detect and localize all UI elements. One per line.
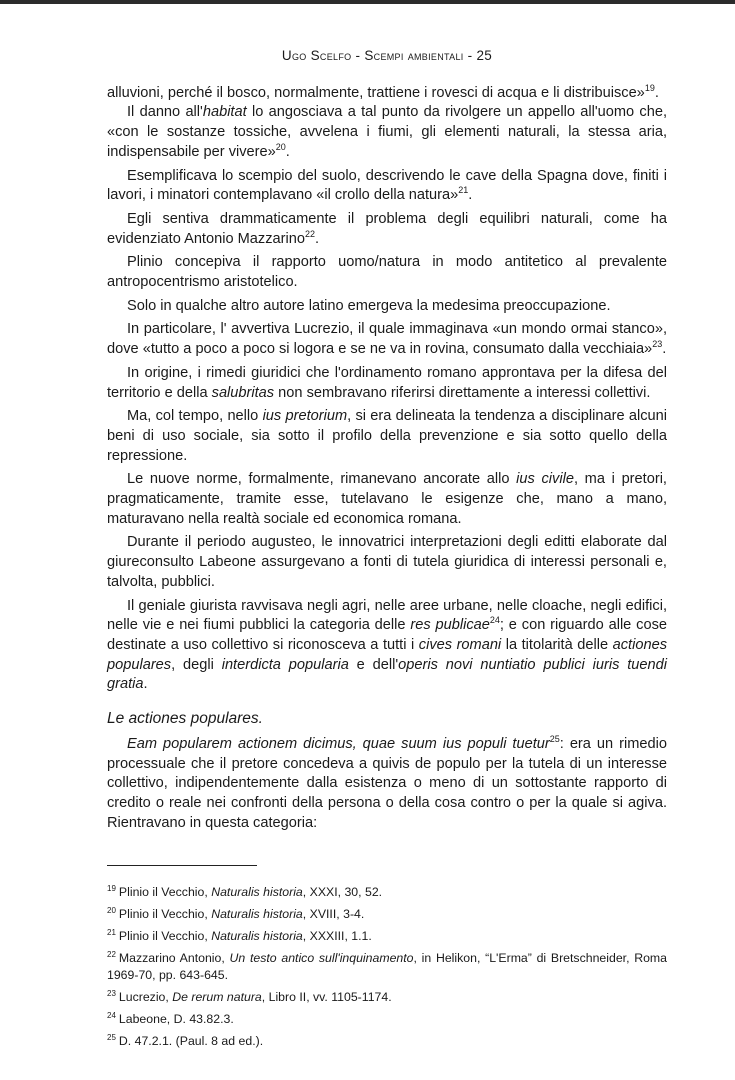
paragraph-10: Le nuove norme, formalmente, rimanevano ancorate allo ius civile, ma i pretori, pragmaticamente, tramite esse, tutelavano le esigenze che, mano a mano, maturavano nella realtà sociale ed economica romana. — [107, 471, 667, 527]
footnote-20: $^{20}$ Plinio il Vecchio, Naturalis historia, XVIII, 3-4. — [107, 906, 365, 922]
document-page — [107, 40, 667, 1055]
footnote-24: $^{24}$ Labeone, D. 43.82.3. — [107, 1011, 234, 1027]
paragraph-9: Ma, col tempo, nello ius pretorium, si era delineata la tendenza a disciplinare alcuni beni di uso sociale, sia sotto il profilo della prevenzione e sia sotto quello della repressione. — [107, 408, 667, 464]
paragraph-1: alluvioni, perché il bosco, normalmente, trattiene i rovesci di acqua e li distribuisce»$^{19}$. — [107, 82, 659, 101]
footnote-21: $^{21}$ Plinio il Vecchio, Naturalis historia, XXXIII, 1.1. — [107, 928, 372, 944]
paragraph-12: Il geniale giurista ravvisava negli agri, nelle aree urbane, nelle cloache, negli edifici, nelle vie e nei fiumi pubblici la categoria delle res publicae$^{24}$; e con riguardo alle cose destinate a uso collettivo si riconosceva a tutti i cives romani la titolarità delle actiones populares, degli interdicta popularia e dell'operis novi nuntiatio publici iuris tuendi gratia. — [107, 597, 667, 693]
footnote-ref-19: 19 — [644, 82, 655, 93]
footnote-25: $^{25}$ D. 47.2.1. (Paul. 8 ad ed.). — [107, 1033, 264, 1049]
footnotes — [107, 884, 667, 1050]
paragraph-2: Il danno all'habitat lo angosciava a tal punto da rivolgere un appello all'uomo che, «con le sostanze tossiche, avvelena i fiumi, gli elementi naturali, la stessa aria, indispensabile per vivere»$^{20}$. — [107, 104, 667, 160]
footnote-ref-23: 23 — [652, 339, 663, 350]
footnote-23: $^{23}$ Lucrezio, De rerum natura, Libro II, vv. 1105-1174. — [107, 989, 392, 1005]
paragraph-8: In origine, i rimedi giuridici che l'ordinamento romano approntava per la difesa del territorio e della salubritas non sembravano riferirsi direttamente a interessi collettivi. — [107, 364, 667, 401]
paragraph-7: In particolare, l' avvertiva Lucrezio, il quale immaginava «un mondo ormai stanco», dove «tutto a poco a poco si logora e se ne va in rovina, consumato dalla vecchiaia»$^{23}$. — [107, 321, 667, 358]
footnote-ref-22: 22 — [304, 228, 315, 239]
footnote-ref-24: 24 — [489, 615, 500, 626]
paragraph-3: Esemplificava lo scempio del suolo, descrivendo le cave della Spagna dove, finiti i lavori, i minatori contemplavano «il crollo della natura»$^{21}$. — [107, 167, 667, 204]
paragraph-11: Durante il periodo augusteo, le innovatrici interpretazioni degli editti elaborate dal giureconsulto Labeone assurgevano a fonti di tutela giuridica di interessi personali e, talvolta, pubblici. — [107, 534, 667, 590]
paragraph-5: Plinio concepiva il rapporto uomo/natura in modo antitetico al prevalente antropocentrismo aristotelico. — [107, 254, 667, 291]
header-author: Ugo Scelfo — [281, 48, 352, 63]
paragraph-6: Solo in qualche altro autore latino emergeva la medesima preoccupazione. — [127, 297, 611, 314]
footnote-ref-25: 25 — [549, 733, 560, 744]
paragraph-4: Egli sentiva drammaticamente il problema degli equilibri naturali, come ha evidenziato Antonio Mazzarino$^{22}$. — [107, 210, 667, 247]
footnote-19: $^{19}$ Plinio il Vecchio, Naturalis historia, XXXI, 30, 52. — [107, 884, 383, 900]
footnote-ref-21: 21 — [458, 185, 469, 196]
footnote-22: $^{22}$ Mazzarino Antonio, Un testo antico sull'inquinamento, in Helikon, “L'Erma” di Bretschneider, Roma 1969-70, pp. 643-645. — [107, 950, 668, 983]
running-header: Ugo Scelfo - Scempi ambientali - 25 — [281, 48, 493, 63]
header-title: Scempi ambientali — [364, 48, 464, 63]
page-number: 25 — [476, 48, 493, 63]
section-heading: Le actiones populares. — [107, 710, 263, 728]
footnote-separator — [107, 865, 257, 866]
paragraph-13: Eam popularem actionem dicimus, quae suum ius populi tuetur$^{25}$: era un rimedio processuale che il pretore concedeva a quivis de populo per la tutela di un interesse collettivo, indipendentemente dalla esistenza o meno di un sottostante rapporto di credito o reale nei confronti della persona o della cosa contro o per la quale si agiva. Rientravano in questa categoria: — [107, 733, 667, 831]
footnote-ref-20: 20 — [275, 141, 286, 152]
page-top-edge — [0, 0, 735, 4]
